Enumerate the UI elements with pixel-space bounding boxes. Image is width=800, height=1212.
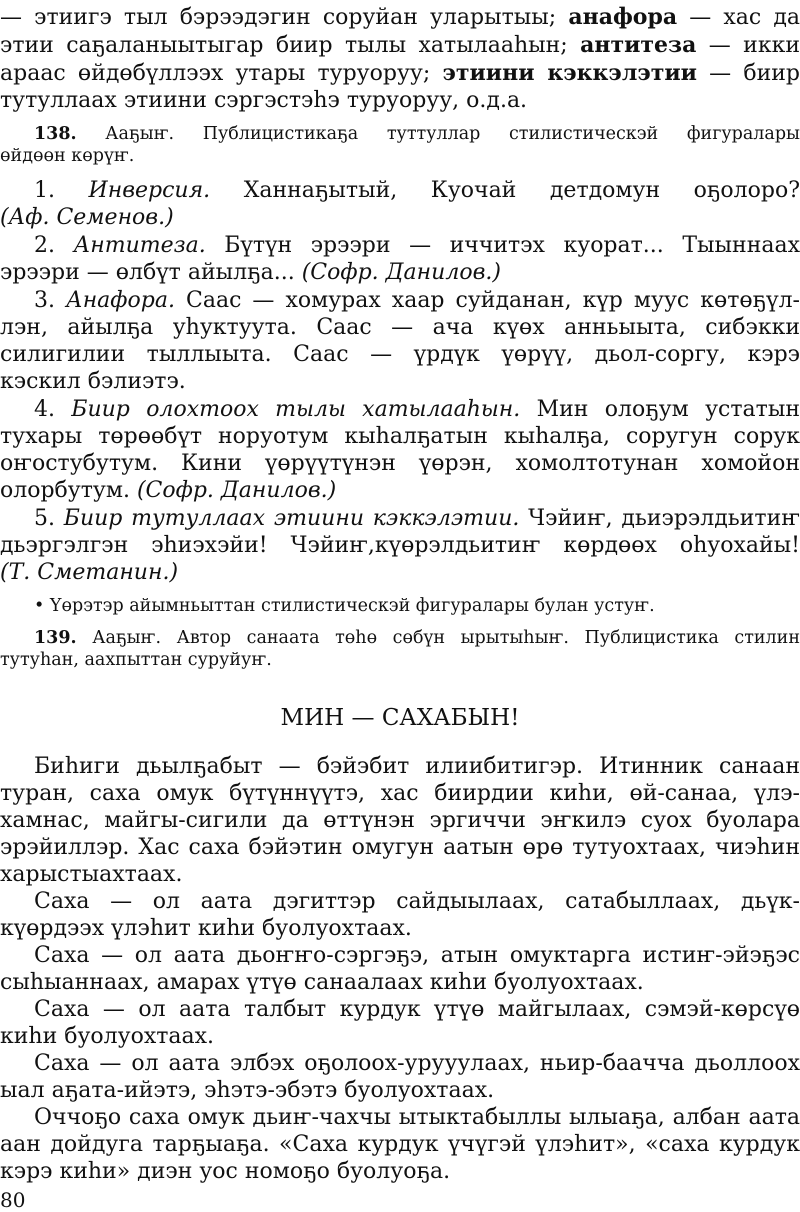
essay-line: аан дойдуга тарҕыаҕа. «Саха курдук үчүгэй үлэһит», «саха курдук [0, 1132, 800, 1157]
text: — икки [696, 33, 800, 58]
example-number: 5. [34, 506, 64, 531]
text: — этиигэ тыл бэрээдэгин соруйан уларытыы; [0, 5, 569, 30]
example-2-line-1 [34, 233, 800, 258]
intro-line-4 [0, 88, 800, 113]
example-2-line-2 [0, 260, 800, 285]
example-3-line-3: силигилии тыллыыта. Саас — үрдүк үөрүү, дьол-соргу, кэрэ [0, 342, 800, 367]
exercise-139-line-1 [34, 628, 800, 648]
example-3-line-4: кэскил бэлиэтэ. [0, 369, 186, 394]
essay-line: Саха — ол аата талбыт курдук үтүө майгылаах, сэмэй-көрсүө [34, 997, 800, 1022]
example-source: (Софр. Данилов.) [136, 478, 337, 503]
essay-line: хамнас, майгы-сигили да өттүнэн эргиччи эҥкилэ суох буолара [0, 808, 800, 833]
essay-line: Саха — ол аата элбэх оҕолоох-урууулаах, ньир-баачча дьоллоох [34, 1051, 800, 1076]
intro-line-3 [0, 60, 800, 86]
example-1-line-1 [34, 178, 800, 203]
example-5-line-1 [34, 506, 800, 531]
text: этии саҕаланыытыгар биир тылы хатылааһын; [0, 33, 581, 58]
essay-line: кэрэ киһи» диэн уос номоҕо буолуоҕа. [0, 1159, 451, 1184]
essay-line: туран, саха омук бүтүннүүтэ, хас биирдии киһи, өй-санаа, үлэ- [0, 781, 800, 806]
text: тутуллаах этиини сэргэстэһэ туруоруу, о.д.а. [0, 88, 528, 113]
essay-line: Саха — ол аата дэгиттэр сайдыылаах, сатабыллаах, дьүк- [34, 889, 800, 914]
task-bullet [34, 596, 655, 616]
example-source: (Софр. Данилов.) [301, 260, 501, 285]
exercise-139-line-2: тутуһан, аахпыттан суруйуҥ. [0, 650, 272, 670]
intro-line-1 [0, 4, 800, 30]
example-text: Бүтүн эрээри — иччитэх куорат... Тыыннаах [224, 233, 800, 258]
exercise-138-line-1 [34, 124, 800, 144]
example-4-line-1 [34, 397, 800, 422]
term-bold: антитеза [580, 32, 697, 58]
exercise-number: 139. [34, 628, 77, 648]
text: — хас да [677, 5, 800, 30]
example-number: 1. [34, 178, 89, 203]
example-1-source: (Аф. Семенов.) [0, 205, 174, 230]
example-3-line-1 [34, 288, 800, 313]
essay-line: эрэйиллэр. Хас саха бэйэтин омугун аатын өрө тутуохтаах, чиэһин [0, 835, 800, 860]
example-5-line-2: дьэргэлгэн эһиэхэйи! Чэйиҥ,күөрэлдьитиҥ көрдөөх оһуохайы! [0, 533, 800, 558]
essay-line: Биһиги дьылҕабыт — бэйэбит илиибитигэр. Итинник санаан [34, 754, 800, 779]
essay-line: сыһыаннаах, амарах үтүө санаалаах киһи буолуохтаах. [0, 970, 644, 995]
essay-line: Саха — ол аата дьоҥҥо-сэргэҕэ, атын омуктарга истиҥ-эйэҕэс [34, 943, 800, 968]
example-number: 3. [34, 288, 67, 313]
page-number: 80 [0, 1188, 26, 1212]
term-bold: анафора [568, 4, 678, 30]
example-3-line-2: лэн, айылҕа уһуктуута. Саас — ача күөх анньыыта, сибэкки [0, 315, 800, 340]
intro-line-2 [0, 32, 800, 58]
example-5-source: (Т. Сметанин.) [0, 560, 179, 585]
essay-line: ыал аҕата-ийэтэ, эһэтэ-эбэтэ буолуохтаах. [0, 1078, 495, 1103]
example-term: Антитеза. [73, 233, 206, 258]
example-term: Инверсия. [88, 178, 211, 203]
task-text: Үөрэтэр айымньыттан стилистическэй фигуралары булан устуҥ. [49, 596, 655, 616]
example-term: Биир тутуллаах этиини кэккэлэтии. [63, 506, 520, 531]
bullet-icon: • [34, 596, 45, 616]
example-number: 2. [34, 233, 74, 258]
exercise-number: 138. [34, 124, 77, 144]
example-term: Биир олохтоох тылы хатылааһын. [71, 397, 521, 422]
exercise-text: Ааҕыҥ. Автор санаата төһө сөбүн ырытыһыҥ. Публицистика стилин [92, 628, 800, 648]
example-text: эрээри — өлбүт айылҕа... [0, 260, 295, 285]
text: — биир [697, 61, 800, 86]
exercise-138-line-2: өйдөөн көрүҥ. [0, 146, 135, 166]
example-text: Ханнаҕытый, Куочай детдомун оҕолоро? [243, 178, 800, 203]
essay-line: киһи буолуохтаах. [0, 1024, 215, 1049]
essay-title: МИН — САХАБЫН! [280, 705, 520, 731]
essay-line: харыстыахтаах. [0, 862, 183, 887]
example-text: Мин олоҕум устатын [536, 397, 800, 422]
exercise-text: Ааҕыҥ. Публицистикаҕа туттуллар стилистическэй фигуралары [105, 124, 800, 144]
term-bold: этиини кэккэлэтии [442, 60, 697, 86]
example-number: 4. [34, 397, 72, 422]
example-4-line-4 [0, 478, 800, 503]
text: араас өйдөбүллээх утары туруоруу; [0, 61, 443, 86]
example-4-line-3: оҥостубутум. Кини үөрүүтүнэн үөрэн, хомолтотунан хомойон [0, 451, 800, 476]
essay-line: Оччоҕо саха омук дьиҥ-чахчы ытыктабыллы ылыаҕа, албан аата [34, 1105, 800, 1130]
example-term: Анафора. [66, 288, 175, 313]
essay-line: күөрдээх үлэһит киһи буолуохтаах. [0, 916, 412, 941]
example-4-line-2: тухары төрөөбүт норуотум кыһалҕатын кыһалҕа, соругун сорук [0, 424, 800, 449]
example-text: Саас — хомурах хаар суйданан, күр муус көтөҕүл- [186, 288, 800, 313]
example-text: Чэйиҥ, дьиэрэлдьитиҥ [528, 506, 800, 531]
example-text: олорбутум. [0, 478, 130, 503]
